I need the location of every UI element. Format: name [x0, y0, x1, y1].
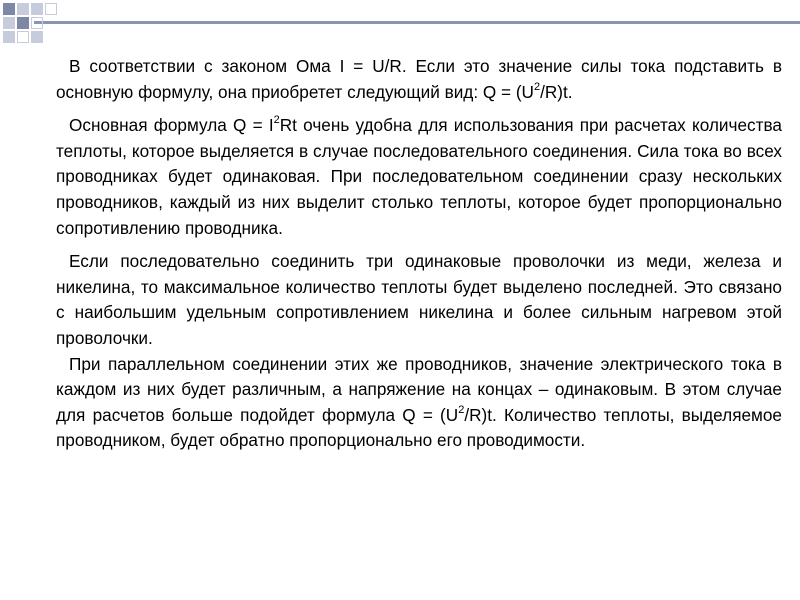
- paragraph-ohm-law: [56, 54, 782, 105]
- header-square: [31, 17, 43, 29]
- superscript: 2: [273, 114, 280, 127]
- header-square: [3, 3, 15, 15]
- superscript: 2: [458, 403, 465, 416]
- decorative-header: [0, 0, 800, 50]
- text-run: При параллельном соединении этих же проводников, значение электрического тока в каждом из них будет различным, а напряжение на концах – одинаковым. В этом случае для расчетов больше подойдет формула Q = (U: [56, 353, 782, 425]
- paragraph-wires-example: [56, 249, 782, 351]
- text-run: /R)t. Количество теплоты, выделяемое проводником, будет обратно пропорционально его проводимости.: [56, 404, 782, 451]
- header-square: [45, 3, 57, 15]
- header-square: [3, 31, 15, 43]
- text-run: Если последовательно соединить три одинаковые проволочки из меди, железа и никелина, то максимальное количество теплоты будет выделено последней. Это связано с наибольшим удельным сопротивлением никелина и более сильным нагревом этой проволочки.: [56, 251, 782, 348]
- superscript: 2: [533, 80, 541, 93]
- text-run: /R)t.: [540, 81, 573, 102]
- paragraph-series-connection: [56, 113, 782, 241]
- header-square: [31, 31, 43, 43]
- slide-body: [56, 54, 782, 454]
- header-square: [31, 3, 43, 15]
- header-square: [17, 3, 29, 15]
- header-square: [3, 17, 15, 29]
- header-rule: [34, 21, 800, 24]
- header-square: [17, 17, 29, 29]
- text-run: Основная формула Q = I: [69, 115, 274, 136]
- paragraph-parallel-connection: [56, 352, 782, 454]
- header-square: [17, 31, 29, 43]
- text-run: В соответствии с законом Ома I = U/R. Если это значение силы тока подставить в основную формулу, она приобретет следующий вид: Q = (U: [56, 56, 782, 102]
- text-run: Rt очень удобна для использования при расчетах количества теплоты, которое выделяется в случае последовательного соединения. Сила тока во всех проводниках будет одинаковая. При последовательном соединении сразу нескольких проводников, каждый из них выделит столько теплоты, которое будет пропорционально сопротивлению проводника.: [56, 115, 782, 238]
